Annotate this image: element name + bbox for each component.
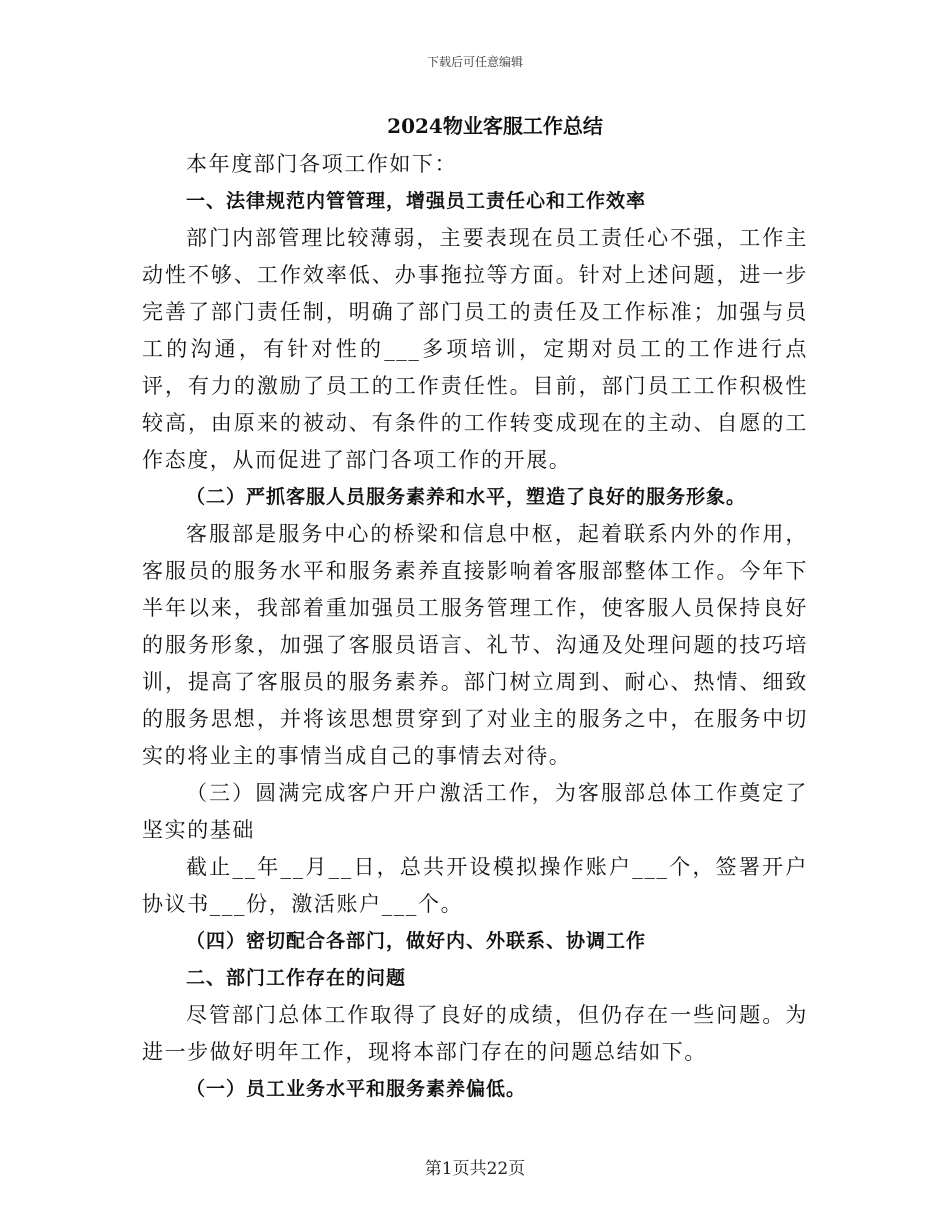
document-title: 2024物业客服工作总结 — [387, 114, 603, 138]
section-2-body: 客服部是服务中心的桥梁和信息中枢，起着联系内外的作用，客服员的服务水平和服务素养直接影响着客服部整体工作。今年下半年以来，我部着重加强员工服务管理工作，使客服人员保持良好的服务形象，加强了客服员语言、礼节、沟通及处理问题的技巧培训，提高了客服员的服务素养。部门树立周到、耐心、热情、细致的服务思想，并将该思想贯穿到了对业主的服务之中，在服务中切实的将业主的事情当成自己的事情去对待。 — [142, 522, 808, 768]
section-3-body: 截止__年__月__日，总共开设模拟操作账户___个，签署开户协议书___份，激活账户___个。 — [142, 855, 808, 916]
document-body — [142, 112, 808, 1108]
section-2-heading: （二）严抓客服人员服务素养和水平，塑造了良好的服务形象。 — [186, 486, 747, 508]
part-2-body: 尽管部门总体工作取得了良好的成绩，但仍存在一些问题。为进一步做好明年工作，现将本部门存在的问题总结如下。 — [142, 1003, 808, 1064]
section-1-body: 部门内部管理比较薄弱，主要表现在员工责任心不强，工作主动性不够、工作效率低、办事拖拉等方面。针对上述问题，进一步完善了部门责任制，明确了部门员工的责任及工作标准；加强与员工的沟通，有针对性的___多项培训，定期对员工的工作进行点评，有力的激励了员工的工作责任性。目前，部门员工工作积极性较高，由原来的被动、有条件的工作转变成现在的主动、自愿的工作态度，从而促进了部门各项工作的开展。 — [142, 226, 808, 472]
page-header-note: 下载后可任意编辑 — [426, 55, 523, 69]
intro-paragraph: 本年度部门各项工作如下： — [186, 152, 458, 176]
part-2-heading: 二、部门工作存在的问题 — [186, 967, 407, 989]
section-3-heading: （三）圆满完成客户开户激活工作，为客服部总体工作奠定了坚实的基础 — [142, 781, 808, 842]
part-2-subheading-1: （一）员工业务水平和服务素养偏低。 — [186, 1078, 527, 1100]
section-1-heading: 一、法律规范内管管理，增强员工责任心和工作效率 — [186, 190, 647, 212]
section-4-heading: （四）密切配合各部门，做好内、外联系、协调工作 — [186, 930, 647, 952]
page-number: 第1页共22页 — [424, 1159, 526, 1179]
